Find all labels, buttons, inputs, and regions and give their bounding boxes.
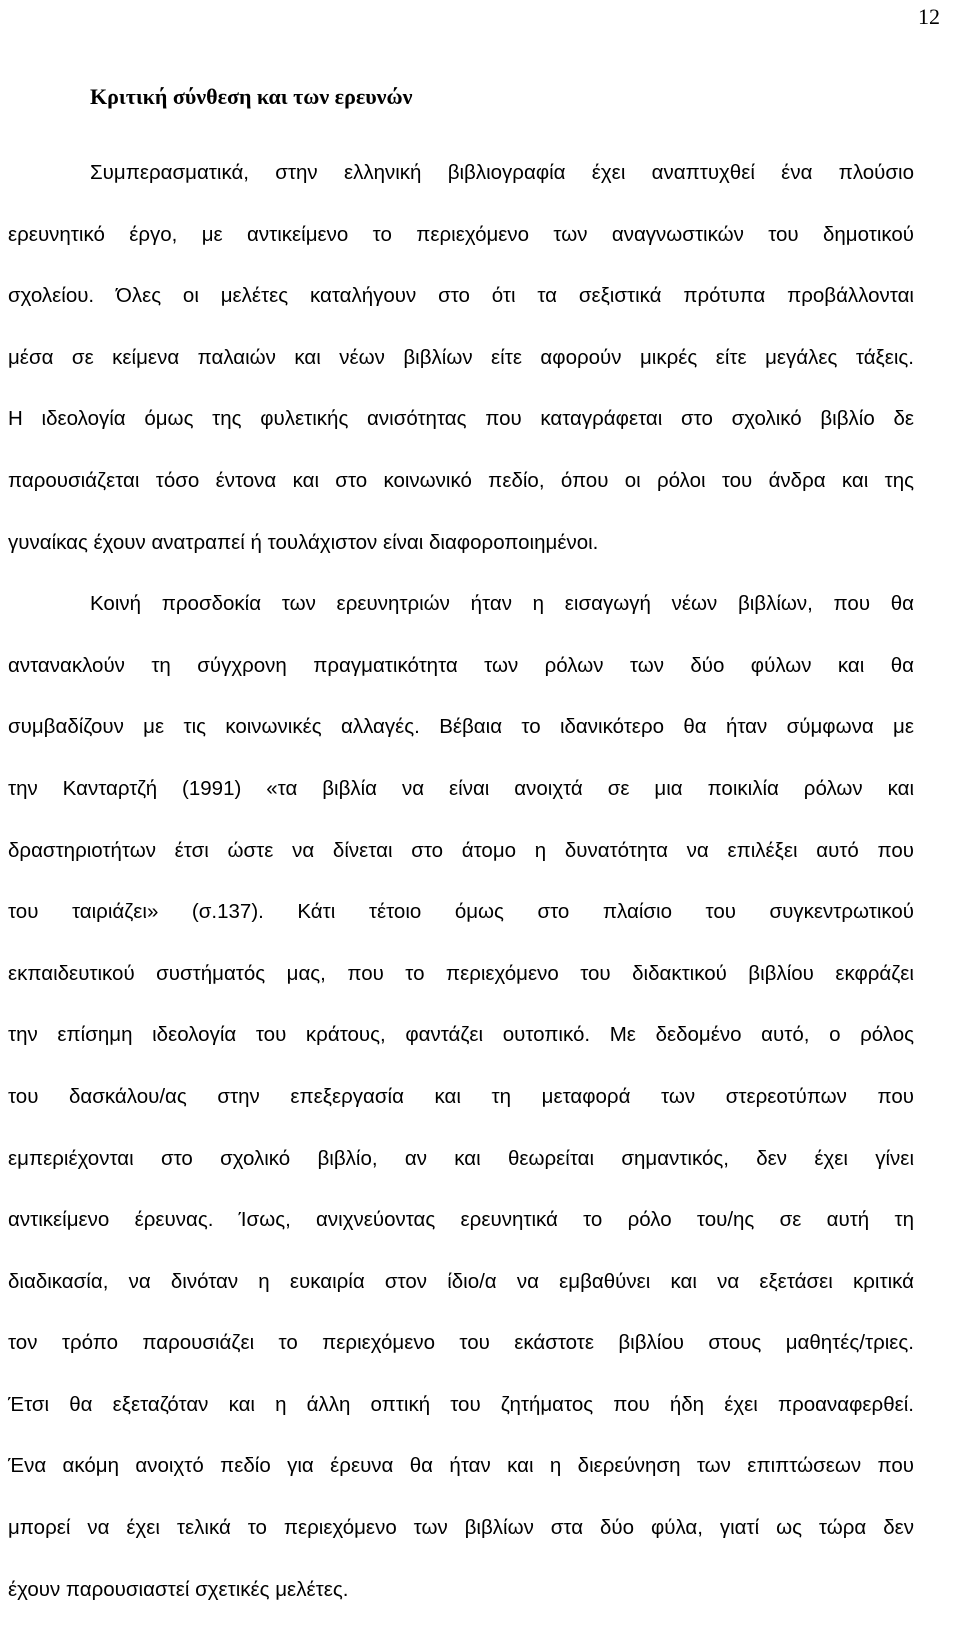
text-line: την επίσημη ιδεολογία του κράτους, φαντάζει ουτοπικό. Με δεδομένο αυτό, ο ρόλος	[8, 1023, 914, 1047]
text-line: εκπαιδευτικού συστήματός μας, που το περιεχόμενο του διδακτικού βιβλίου εκφράζει	[8, 961, 914, 985]
text-line: μπορεί να έχει τελικά το περιεχόμενο των βιβλίων στα δύο φύλα, γιατί ως τώρα δεν	[8, 1516, 914, 1540]
text-line: Ένα ακόμη ανοιχτό πεδίο για έρευνα θα ήταν και η διερεύνηση των επιπτώσεων που	[8, 1454, 914, 1478]
text-line: την Κανταρτζή (1991) «τα βιβλία να είναι ανοιχτά σε μια ποικιλία ρόλων και	[8, 776, 914, 800]
text-line: Έτσι θα εξεταζόταν και η άλλη οπτική του ζητήματος που ήδη έχει προαναφερθεί.	[8, 1392, 914, 1416]
text-line: παρουσιάζεται τόσο έντονα και στο κοινωνικό πεδίο, όπου οι ρόλοι του άνδρα και της	[8, 468, 914, 492]
text-line: γυναίκας έχουν ανατραπεί ή τουλάχιστον είναι διαφοροποιημένοι.	[8, 530, 599, 554]
section-heading: Κριτική σύνθεση και των ερευνών	[90, 84, 413, 109]
body-text	[8, 142, 914, 1620]
page-number: 12	[918, 4, 940, 29]
text-line: Συμπερασματικά, στην ελληνική βιβλιογραφία έχει αναπτυχθεί ένα πλούσιο	[90, 161, 914, 184]
text-line: μέσα σε κείμενα παλαιών και νέων βιβλίων είτε αφορούν μικρές είτε μεγάλες τάξεις.	[8, 345, 914, 369]
text-line: εμπεριέχονται στο σχολικό βιβλίο, αν και θεωρείται σημαντικός, δεν έχει γίνει	[8, 1146, 914, 1170]
text-line: δραστηριοτήτων έτσι ώστε να δίνεται στο άτομο η δυνατότητα να επιλέξει αυτό που	[8, 838, 914, 862]
text-line: ερευνητικό έργο, με αντικείμενο το περιεχόμενο των αναγνωστικών του δημοτικού	[8, 222, 914, 246]
text-line: διαδικασία, να δινόταν η ευκαιρία στον ίδιο/α να εμβαθύνει και να εξετάσει κριτικά	[8, 1269, 914, 1293]
text-line: τον τρόπο παρουσιάζει το περιεχόμενο του εκάστοτε βιβλίου στους μαθητές/τριες.	[8, 1331, 914, 1355]
text-line: έχουν παρουσιαστεί σχετικές μελέτες.	[8, 1577, 349, 1601]
text-line: σχολείου. Όλες οι μελέτες καταλήγουν στο ότι τα σεξιστικά πρότυπα προβάλλονται	[8, 284, 914, 308]
text-line: συμβαδίζουν με τις κοινωνικές αλλαγές. Βέβαια το ιδανικότερο θα ήταν σύμφωνα με	[8, 715, 914, 739]
text-line: του δασκάλου/ας στην επεξεργασία και τη μεταφορά των στερεοτύπων που	[8, 1084, 914, 1108]
text-line: αντανακλούν τη σύγχρονη πραγματικότητα των ρόλων των δύο φύλων και θα	[8, 653, 914, 677]
text-line: Κοινή προσδοκία των ερευνητριών ήταν η εισαγωγή νέων βιβλίων, που θα	[90, 592, 914, 616]
text-line: αντικείμενο έρευνας. Ίσως, ανιχνεύοντας ερευνητικά το ρόλο του/ης σε αυτή τη	[8, 1208, 914, 1232]
text-line: του ταιριάζει» (σ.137). Κάτι τέτοιο όμως στο πλαίσιο του συγκεντρωτικού	[8, 900, 914, 924]
text-line: Η ιδεολογία όμως της φυλετικής ανισότητας που καταγράφεται στο σχολικό βιβλίο δε	[8, 407, 914, 431]
